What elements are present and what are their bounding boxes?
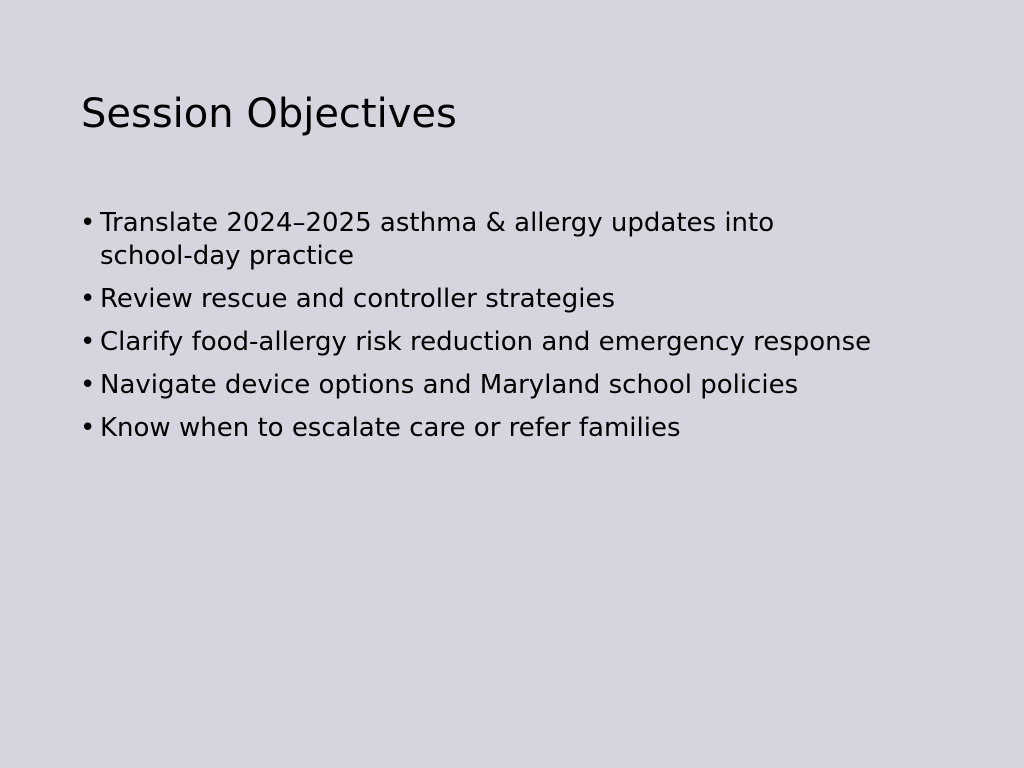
- bullet-text: Know when to escalate care or refer families: [100, 413, 681, 443]
- slide-title: Session Objectives: [81, 91, 457, 137]
- bullet-text: Review rescue and controller strategies: [100, 284, 616, 314]
- bullet-text: Navigate device options and Maryland school policies: [100, 370, 799, 400]
- list-item: [78, 283, 958, 316]
- bullet-icon: •: [80, 413, 96, 443]
- bullet-icon: •: [80, 284, 96, 314]
- bullet-icon: •: [80, 327, 96, 357]
- list-item: [78, 369, 958, 402]
- bullet-text: Translate 2024–2025 asthma & allergy updates into school-day practice: [100, 208, 775, 271]
- bullet-icon: •: [80, 370, 96, 400]
- bullet-icon: •: [80, 208, 96, 238]
- list-item: [78, 326, 958, 359]
- list-item: [78, 207, 958, 273]
- objectives-list: [78, 207, 958, 455]
- list-item: [78, 412, 958, 445]
- bullet-text: Clarify food-allergy risk reduction and emergency response: [100, 327, 872, 357]
